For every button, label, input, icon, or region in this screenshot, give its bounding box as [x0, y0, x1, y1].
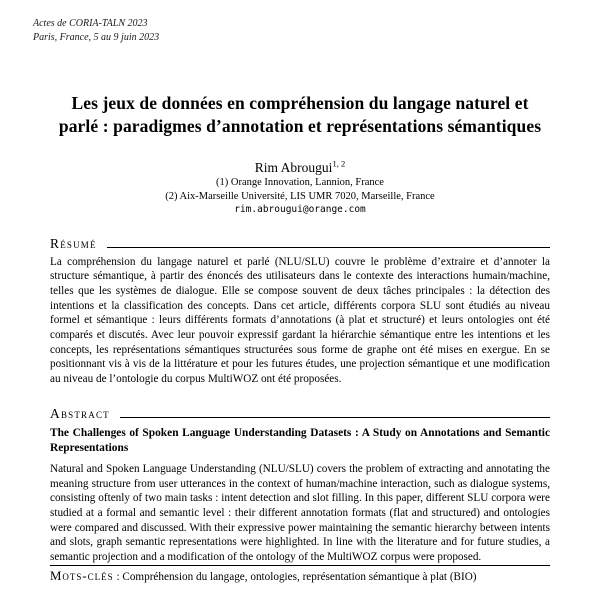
proceedings-venue-date: Paris, France, 5 au 9 juin 2023 — [33, 31, 160, 43]
keywords-separator-rule — [50, 565, 550, 566]
author-name: Rim Abrougui — [254, 160, 333, 175]
resume-heading-rule — [107, 236, 550, 248]
abstract-heading: Abstract — [50, 405, 110, 421]
abstract-paragraph: Natural and Spoken Language Understanding (NLU/SLU) covers the problem of extracting and annotating the meaning structure from user utterances in the context of human/machine interaction, such as dialogue systems, consisting oftenly of two main tasks : intent detection and slot filling. In this paper, different SLU corpora were studied at a formal and semantic level : their different annotation formats (flat and structured) and ontologies were compared and discussed. With their expressive power maintaining the semantic hierarchy between intents and slots, graph semantic representations were highlighted. In line with the literature and for future studies, a semantic projection and a modification of the ontology of the MultiWOZ corpus were proposed. — [50, 462, 550, 564]
resume-section-heading-row — [50, 236, 550, 252]
paper-title-line2: parlé : paradigmes d’annotation et représentations sémantiques — [58, 116, 542, 136]
author-affiliation-marks: 1, 2 — [332, 158, 346, 169]
paper-title — [50, 92, 550, 138]
abstract-heading-rule — [120, 406, 550, 418]
keywords-heading: Mots-clés — [50, 568, 114, 583]
keywords-text: Compréhension du langage, ontologies, représentation sémantique à plat (BIO) — [122, 570, 477, 583]
abstract-section-heading-row — [50, 406, 550, 422]
author-email: rim.abrougui@orange.com — [234, 204, 366, 215]
affiliation-2: (2) Aix-Marseille Université, LIS UMR 7020, Marseille, France — [165, 190, 435, 202]
keywords-colon: : — [113, 570, 123, 583]
keywords-line — [50, 569, 550, 585]
resume-heading: Résumé — [50, 235, 97, 251]
resume-paragraph: La compréhension du langage naturel et parlé (NLU/SLU) couvre le problème d’extraire et d’annoter la structure sémantique, à partir des énoncés des utilisateurs dans le contexte des interactions humain/machine, telles que les systèmes de dialogue. Elle se compose souvent de deux tâches principales : la détection des intentions et la classification des concepts. Dans cet article, différents corpora SLU sont étudiés au niveau formel et sémantique : leurs différents formats d’annotations (à plat et structuré) et leurs ontologies ont été comparés et discutés. Avec leur pouvoir expressif gardant la hiérarchie sémantique entre les intentions et les concepts, les représentations sémantiques structurées sous forme de graphe ont été mises en exergue. En se positionnant vis à vis de la littérature et pour les futures études, une projection sémantique et une modification au niveau de l’ontologie du corpus MultiWOZ ont été proposées. — [50, 255, 550, 386]
affiliation-1: (1) Orange Innovation, Lannion, France — [216, 177, 384, 188]
proceedings-name: Actes de CORIA-TALN 2023 — [33, 18, 148, 29]
abstract-english-title: The Challenges of Spoken Language Understanding Datasets : A Study on Annotations and Semantic Representations — [50, 426, 550, 454]
paper-title-line1: Les jeux de données en compréhension du langage naturel et — [71, 93, 529, 113]
author-line — [50, 159, 550, 176]
running-header — [33, 0, 550, 44]
